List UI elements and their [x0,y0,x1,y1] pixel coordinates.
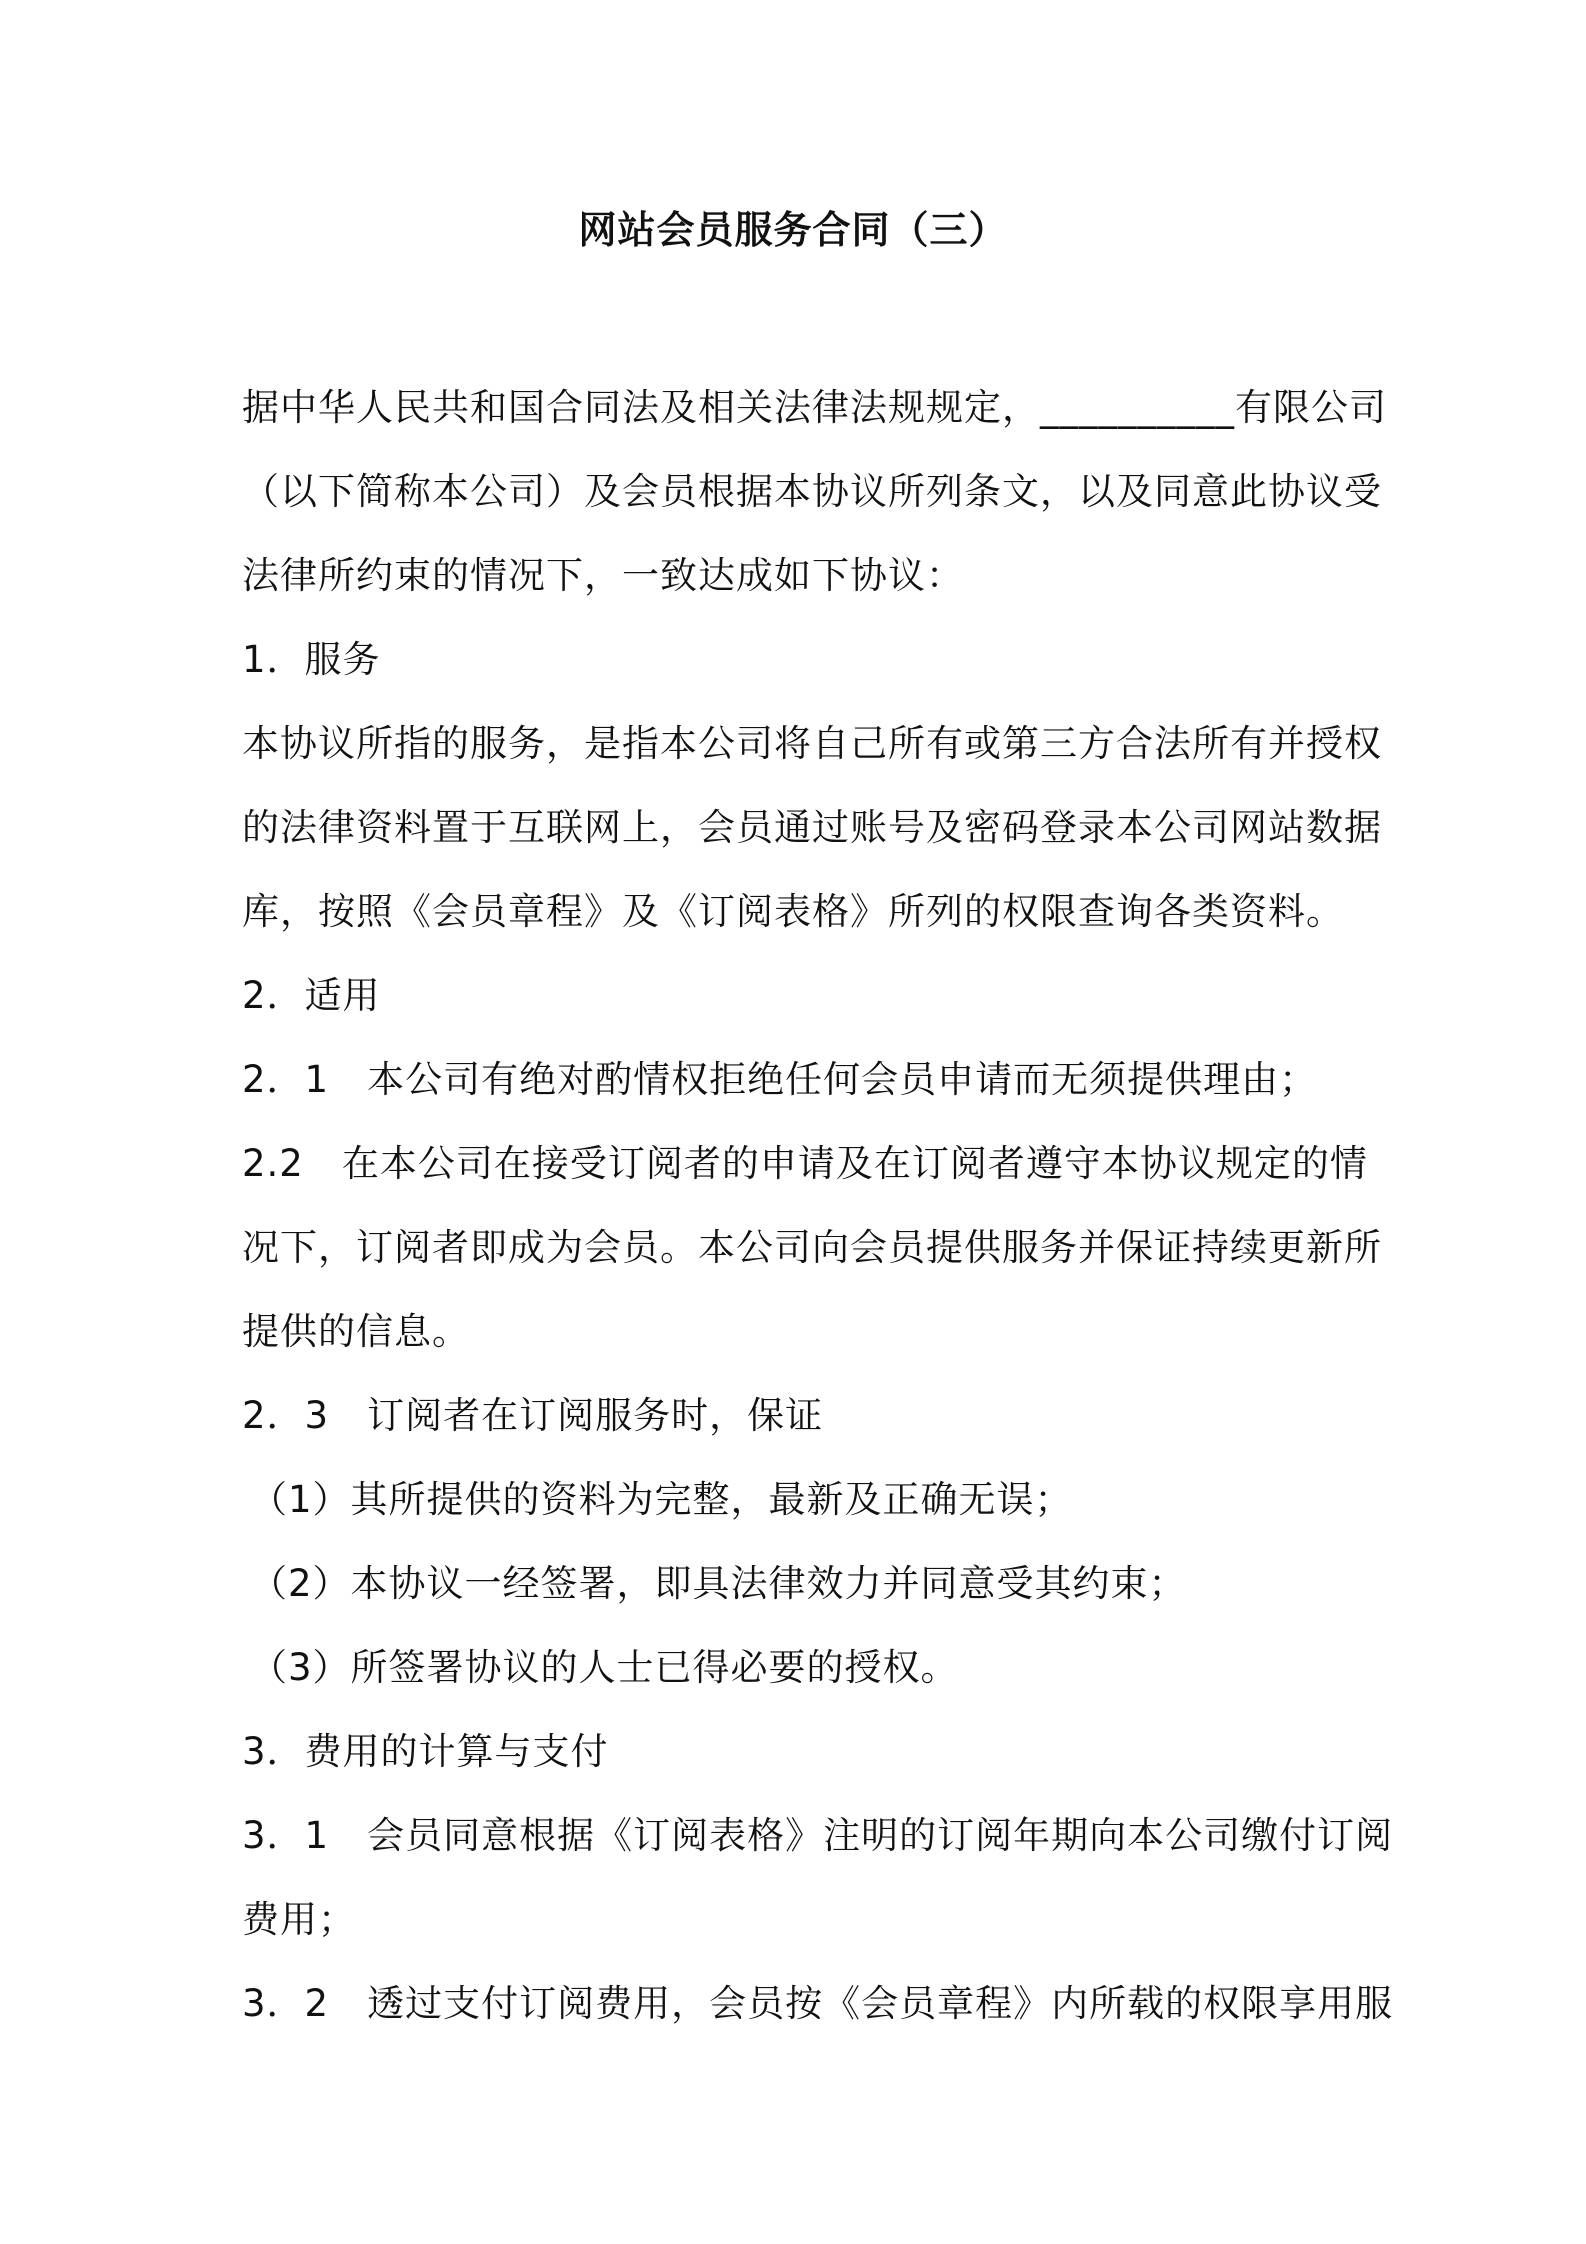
clause-2-3-item-2: （2）本协议一经签署，即具法律效力并同意受其约束； [250,1562,1187,1605]
service-line-1: 本协议所指的服务，是指本公司将自己所有或第三方合法所有并授权 [242,722,1382,765]
section-heading-applicability: 2．适用 [242,974,381,1017]
preamble-line-3: 法律所约束的情况下，一致达成如下协议： [242,554,964,597]
service-line-3: 库，按照《会员章程》及《订阅表格》所列的权限查询各类资料。 [242,890,1344,933]
section-heading-service: 1．服务 [242,638,381,681]
preamble-line-2: （以下简称本公司）及会员根据本协议所列条文，以及同意此协议受 [242,470,1382,513]
clause-2-3-item-3: （3）所签署协议的人士已得必要的授权。 [250,1646,959,1689]
section-heading-fees: 3．费用的计算与支付 [242,1730,609,1773]
clause-2-1: 2．1 本公司有绝对酌情权拒绝任何会员申请而无须提供理由； [242,1058,1318,1101]
document-body [242,366,1394,2046]
document-title: 网站会员服务合同（三） [578,208,1008,252]
clause-3-1-line-2: 费用； [242,1898,356,1941]
clause-2-2-line-1: 2.2 在本公司在接受订阅者的申请及在订阅者遵守本协议规定的情 [242,1142,1368,1185]
clause-2-3: 2．3 订阅者在订阅服务时，保证 [242,1394,824,1437]
clause-2-2-line-2: 况下，订阅者即成为会员。本公司向会员提供服务并保证持续更新所 [242,1226,1382,1269]
service-line-2: 的法律资料置于互联网上，会员通过账号及密码登录本公司网站数据 [242,806,1382,849]
clause-3-2-line-1: 3．2 透过支付订阅费用，会员按《会员章程》内所载的权限享用服 [242,1982,1394,2025]
clause-3-1-line-1: 3．1 会员同意根据《订阅表格》注明的订阅年期向本公司缴付订阅 [242,1814,1394,1857]
clause-2-3-item-1: （1）其所提供的资料为完整，最新及正确无误； [250,1478,1073,1521]
preamble-line-1: 据中华人民共和国合同法及相关法律法规规定，__________有限公司 [242,386,1387,429]
clause-2-2-line-3: 提供的信息。 [242,1310,470,1353]
